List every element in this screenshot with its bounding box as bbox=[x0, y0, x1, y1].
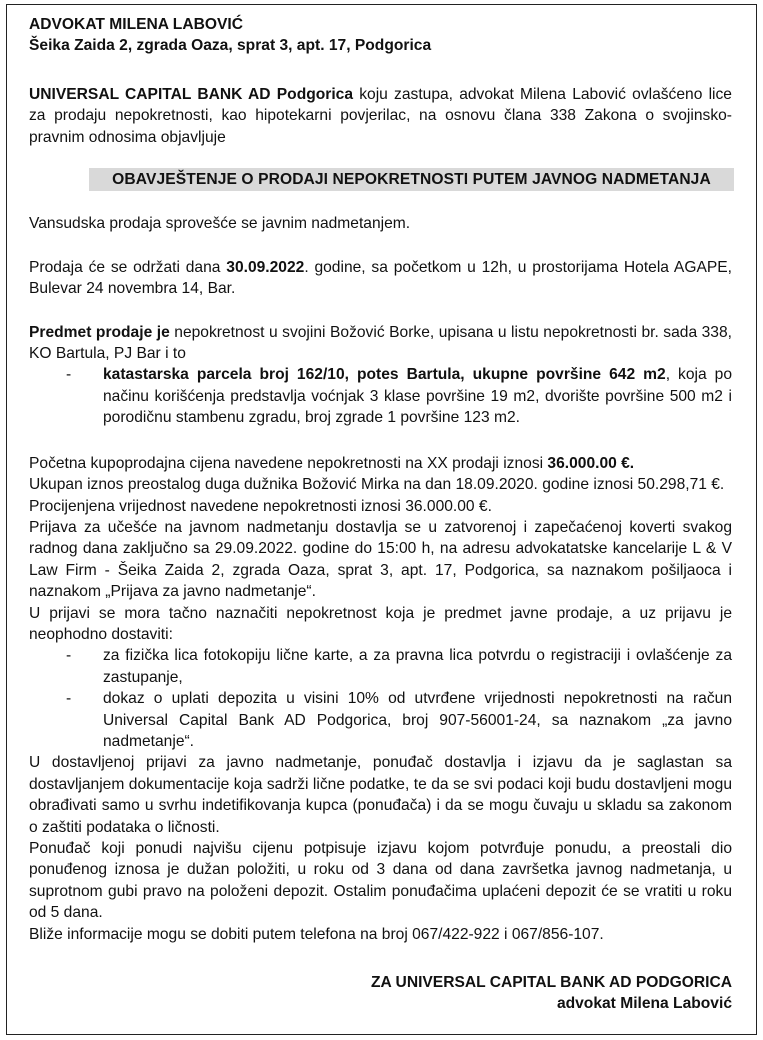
paragraph-u-prijavi: U prijavi se mora tačno naznačiti nepokretnost koja je predmet javne prodaje, a uz prijavu je neophodno dostaviti: bbox=[29, 604, 732, 643]
predmet-text: nepokretnost u svojini Božović Borke, upisana u listu nepokretnosti br. sada 338, KO Bartula, PJ Bar i to bbox=[29, 323, 732, 363]
list-text: dokaz o uplati depozita u visini 10% od utvrđene vrijednosti nepokretnosti na račun Universal Capital Bank AD Podgorica, broj 907-56001-24, sa naznakom „za javno nadmetanje“. bbox=[103, 690, 732, 750]
prodaja-after: . godine, sa početkom u 12h, u prostorijama Hotela AGAPE, Bulevar 24 novembra 14, Bar. bbox=[29, 258, 732, 298]
notice-title: OBAVJEŠTENJE O PRODAJI NEPOKRETNOSTI PUTEM JAVNOG NADMETANJA bbox=[89, 168, 734, 191]
paragraph-izjava: U dostavljenoj prijavi za javno nadmetanje, ponuđač dostavlja i izjavu da je saglastan sa dostavljanjem dokumentacije koja sadrži lične podatke, te da se svi podaci koji budu dostavljeni mogu obrađivati samo u svrhu indetifikovanja kupca (ponuđača) i da se mogu čuvaju u skladu sa zakonom o zaštiti podataka o ličnosti. bbox=[29, 754, 732, 836]
cijena-amount: 36.000.00 €. bbox=[547, 454, 635, 472]
paragraph-prodaja bbox=[29, 257, 732, 300]
predmet-label: Predmet prodaje je bbox=[29, 323, 170, 341]
paragraph-info: Bliže informacije mogu se dobiti putem telefona na broj 067/422-922 i 067/856-107. bbox=[29, 925, 604, 943]
list-text: za fizička lica fotokopiju lične karte, a za pravna lica potvrdu o registraciji i ovlašćenje za zastupanje, bbox=[103, 647, 732, 686]
paragraph-cijena bbox=[29, 453, 732, 474]
signature-bank: ZA UNIVERSAL CAPITAL BANK AD PODGORICA bbox=[371, 974, 732, 992]
prodaja-before: Prodaja će se održati dana bbox=[29, 258, 227, 276]
header-address: Šeika Zaida 2, zgrada Oaza, sprat 3, apt. 17, Podgorica bbox=[29, 37, 432, 55]
paragraph-predmet bbox=[29, 322, 732, 365]
list-item bbox=[29, 645, 732, 688]
signature-lawyer: advokat Milena Labović bbox=[556, 995, 732, 1013]
prodaja-date: 30.09.2022 bbox=[226, 258, 305, 276]
paragraph-ponudjac: Ponuđač koji ponudi najvišu cijenu potpisuje izjavu kojom potvrđuje ponudu, a preostali dio ponuđenog iznosa je dužan položiti, u roku od 3 dana od dana završetka javnog nadmetanja, u suprotnom gubi pravo na položeni depozit. Ostalim ponuđačima uplaćeni depozit će se vratiti u roku od 5 dana. bbox=[29, 840, 732, 922]
intro-text: koju zastupa, advokat Milena Labović ovlašćeno lice za prodaju nepokretnosti, kao hipotekarni povjerilac, na osnovu člana 338 Zakona o svojinsko-pravnim odnosima objavljuje bbox=[29, 85, 732, 146]
cijena-text: Početna kupoprodajna cijena navedene nepokretnosti na XX prodaji iznosi bbox=[29, 454, 548, 472]
parcela-bold: katastarska parcela broj 162/10, potes Bartula, ukupne površine 642 m2 bbox=[103, 366, 666, 384]
header-name: ADVOKAT MILENA LABOVIĆ bbox=[29, 16, 243, 33]
document-content bbox=[29, 14, 732, 1015]
parcela-dash: - bbox=[66, 366, 72, 384]
paragraph-procjena: Procijenjena vrijednost navedene nepokretnosti iznosi 36.000.00 €. bbox=[29, 497, 492, 515]
paragraph-vansudska: Vansudska prodaja sprovešće se javnim nadmetanjem. bbox=[29, 215, 411, 233]
bank-name: UNIVERSAL CAPITAL BANK AD Podgorica bbox=[29, 85, 354, 103]
list-dash: - bbox=[66, 690, 72, 708]
paragraph-prijava: Prijava za učešće na javnom nadmetanju dostavlja se u zatvorenoj i zapečaćenoj koverti svakog radnog dana zaključno sa 29.09.2022. godine do 15:00 h, na adresu advokatatske kancelarije L & V Law Firm - Šeika Zaida 2, zgrada Oaza, sprat 3, apt. 17, Podgorica, sa naznakom pošiljaoca i naznakom „Prijava za javno nadmetanje“. bbox=[29, 518, 732, 601]
parcela-text bbox=[103, 364, 732, 428]
paragraph-dug: Ukupan iznos preostalog duga dužnika Božović Mirka na dan 18.09.2020. godine iznosi 50.298,71 €. bbox=[29, 476, 725, 494]
intro-paragraph bbox=[29, 84, 732, 148]
list-item bbox=[29, 688, 732, 752]
parcela-item bbox=[29, 364, 732, 428]
parcela-rest: , koja po načinu korišćenja predstavlja voćnjak 3 klase površine 19 m2, dvorište površine 500 m2 i porodičnu stambenu zgradu, broj zgrade 1 površine 123 m2. bbox=[103, 366, 732, 427]
list-dash: - bbox=[66, 647, 72, 665]
